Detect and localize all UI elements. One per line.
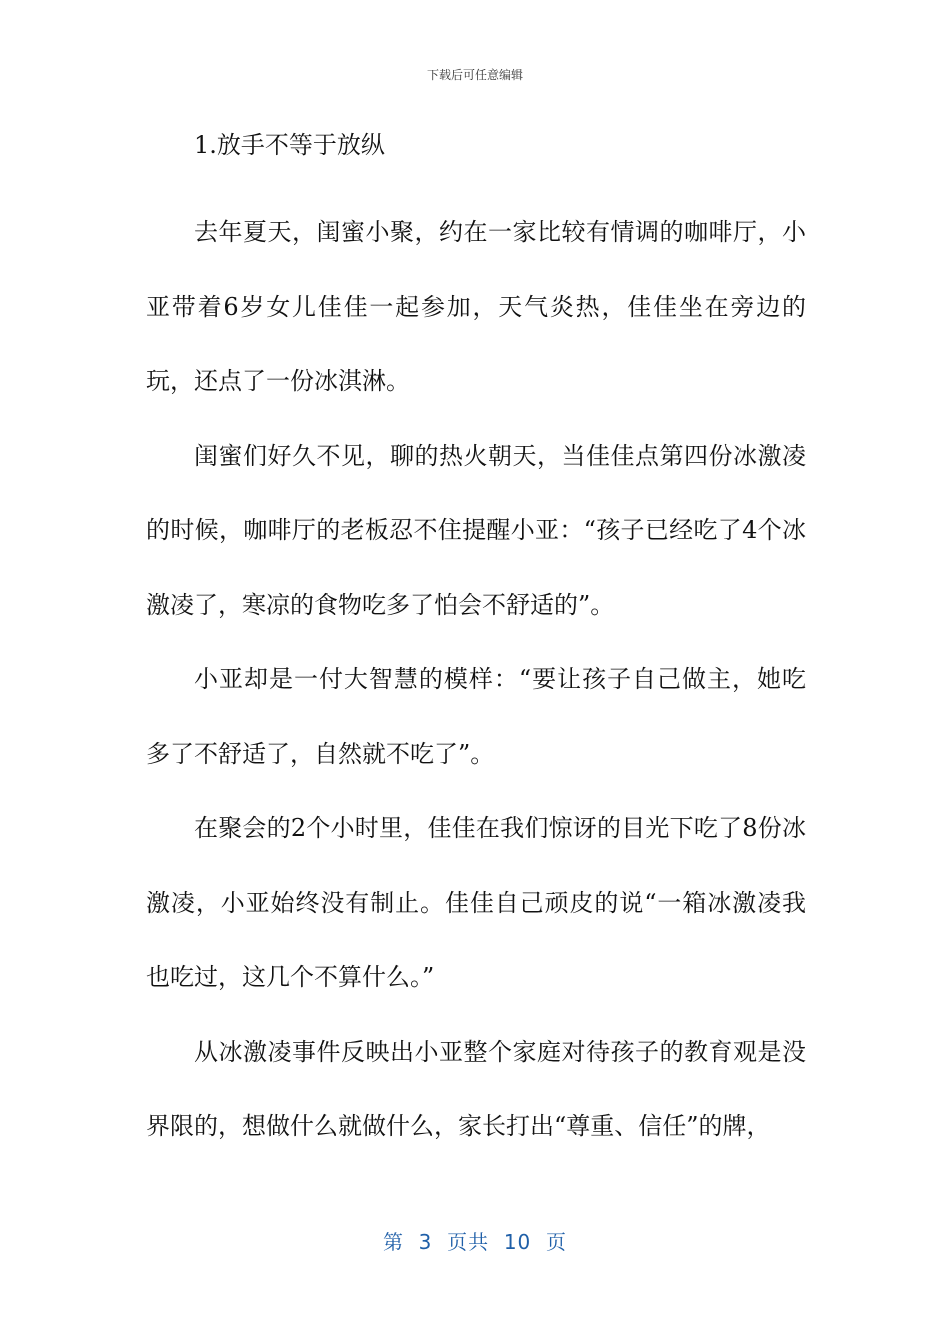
paragraph-3: 小亚却是一付大智慧的模样：“要让孩子自己做主，她吃多了不舒适了，自然就不吃了”。 — [146, 665, 806, 768]
page-footer — [0, 1226, 950, 1255]
paragraph-5: 从冰激凌事件反映出小亚整个家庭对待孩子的教育观是没界限的，想做什么就做什么，家长打出“尊重、信任”的牌， — [146, 1037, 806, 1140]
document-body — [146, 120, 806, 1164]
paragraph-1: 去年夏天，闺蜜小聚，约在一家比较有情调的咖啡厅，小亚带着6岁女儿佳佳一起参加，天气炎热，佳佳坐在旁边的玩，还点了一份冰淇淋。 — [146, 218, 806, 395]
paragraph-2: 闺蜜们好久不见，聊的热火朝天，当佳佳点第四份冰激凌的时候，咖啡厅的老板忍不住提醒小亚：“孩子已经吃了4个冰激凌了，寒凉的食物吃多了怕会不舒适的”。 — [146, 441, 806, 619]
page-number: 第 3 页共 10 页 — [382, 1230, 568, 1254]
section-heading: 1.放手不等于放纵 — [194, 131, 385, 159]
header-note: 下载后可任意编辑 — [426, 68, 523, 82]
paragraph-4: 在聚会的2个小时里，佳佳在我们惊讶的目光下吃了8份冰激凌，小亚始终没有制止。佳佳自己顽皮的说“一箱冰激凌我也吃过，这几个不算什么。” — [146, 814, 806, 991]
